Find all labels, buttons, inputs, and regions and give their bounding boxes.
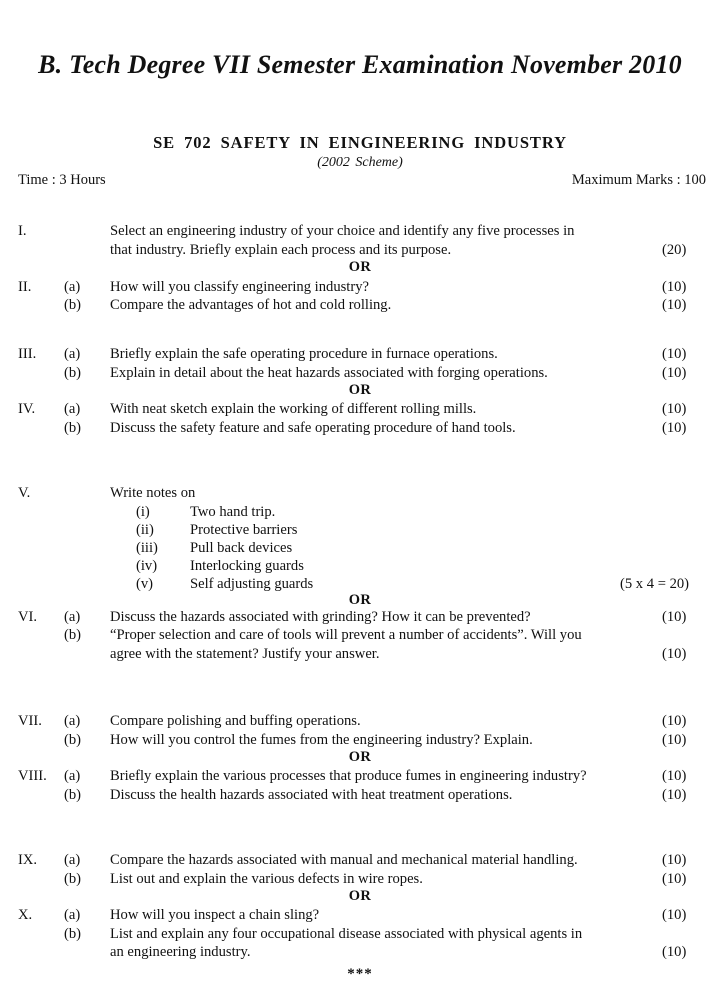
question-marks: (20) — [662, 242, 687, 258]
maximum-marks: Maximum Marks : 100 — [571, 172, 706, 188]
question-text-line: Discuss the hazards associated with grinding? How it can be prevented? — [110, 609, 531, 625]
question-marks: (10) — [662, 420, 687, 436]
question-sublabel: (b) — [64, 787, 82, 803]
list-item-label: Interlocking guards — [190, 558, 304, 574]
question-number: II. — [18, 279, 32, 295]
question-marks: (10) — [662, 609, 687, 625]
question-number: III. — [18, 346, 37, 362]
list-item-marker: (ii) — [136, 522, 154, 538]
subject-heading: SE 702 SAFETY IN EINGINEERING INDUSTRY — [153, 133, 567, 152]
question-sublabel: (b) — [64, 732, 82, 748]
question-marks: (10) — [662, 297, 687, 313]
question-text-line: List and explain any four occupational disease associated with physical agents in — [110, 926, 583, 942]
question-sublabel: (b) — [64, 365, 82, 381]
question-number: VII. — [18, 713, 42, 729]
question-text-line: How will you classify engineering industry? — [110, 279, 369, 295]
question-marks: (10) — [662, 907, 687, 923]
question-sublabel: (a) — [64, 907, 81, 923]
question-sublabel: (a) — [64, 279, 81, 295]
question-number: IX. — [18, 852, 38, 868]
question-number: IV. — [18, 401, 36, 417]
question-marks: (10) — [662, 401, 687, 417]
question-text-line: How will you inspect a chain sling? — [110, 907, 320, 923]
question-text-line: Select an engineering industry of your choice and identify any five processes in — [110, 223, 575, 239]
list-item-label: Self adjusting guards — [190, 576, 314, 592]
question-sublabel: (a) — [64, 768, 81, 784]
question-sublabel: (a) — [64, 609, 81, 625]
question-marks: (10) — [662, 713, 687, 729]
question-text-line: How will you control the fumes from the engineering industry? Explain. — [110, 732, 533, 748]
question-text-line: Compare polishing and buffing operations. — [110, 713, 361, 729]
question-sublabel: (a) — [64, 852, 81, 868]
question-sublabel: (b) — [64, 627, 82, 643]
list-item-marker: (v) — [136, 576, 154, 592]
list-item-marker: (i) — [136, 504, 150, 520]
question-marks: (10) — [662, 944, 687, 960]
question-marks: (5 x 4 = 20) — [620, 576, 690, 592]
question-marks: (10) — [662, 871, 687, 887]
list-item-label: Protective barriers — [190, 522, 298, 538]
question-text-line: Briefly explain the various processes that produce fumes in engineering industry? — [110, 768, 587, 784]
question-marks: (10) — [662, 787, 687, 803]
question-text-line: Compare the advantages of hot and cold rolling. — [110, 297, 392, 313]
question-sublabel: (b) — [64, 297, 82, 313]
question-marks: (10) — [662, 365, 687, 381]
question-text-line: “Proper selection and care of tools will prevent a number of accidents”. Will you — [110, 627, 582, 643]
question-text-line: Discuss the safety feature and safe operating procedure of hand tools. — [110, 420, 516, 436]
list-item-marker: (iii) — [136, 540, 158, 556]
question-sublabel: (a) — [64, 346, 81, 362]
question-number: V. — [18, 485, 31, 501]
question-marks: (10) — [662, 646, 687, 662]
question-sublabel: (b) — [64, 420, 82, 436]
question-text-line: Explain in detail about the heat hazards associated with forging operations. — [110, 365, 548, 381]
question-marks: (10) — [662, 768, 687, 784]
or-separator: OR — [348, 749, 372, 765]
question-sublabel: (a) — [64, 713, 81, 729]
list-item-label: Pull back devices — [190, 540, 293, 556]
question-text-line: an engineering industry. — [110, 944, 251, 960]
question-text-line: Discuss the health hazards associated with heat treatment operations. — [110, 787, 513, 803]
question-text-line: agree with the statement? Justify your answer. — [110, 646, 380, 662]
time-allowed: Time : 3 Hours — [18, 172, 106, 188]
or-separator: OR — [348, 592, 372, 608]
question-marks: (10) — [662, 346, 687, 362]
question-number: X. — [18, 907, 33, 923]
end-of-paper-marker: *** — [347, 966, 373, 982]
question-text-line: With neat sketch explain the working of different rolling mills. — [110, 401, 477, 417]
or-separator: OR — [348, 382, 372, 398]
list-item-marker: (iv) — [136, 558, 158, 574]
question-text-line: List out and explain the various defects in wire ropes. — [110, 871, 423, 887]
scheme-label: (2002 Scheme) — [317, 155, 403, 170]
or-separator: OR — [348, 888, 372, 904]
or-separator: OR — [348, 259, 372, 275]
question-sublabel: (a) — [64, 401, 81, 417]
question-marks: (10) — [662, 852, 687, 868]
question-text-line: Briefly explain the safe operating procedure in furnace operations. — [110, 346, 498, 362]
question-marks: (10) — [662, 732, 687, 748]
question-sublabel: (b) — [64, 871, 82, 887]
question-sublabel: (b) — [64, 926, 82, 942]
question-text-line: that industry. Briefly explain each process and its purpose. — [110, 242, 452, 258]
page-title: B. Tech Degree VII Semester Examination November 2010 — [38, 50, 682, 79]
question-number: VI. — [18, 609, 38, 625]
list-item-label: Two hand trip. — [190, 504, 276, 520]
question-text-line: Compare the hazards associated with manual and mechanical material handling. — [110, 852, 578, 868]
question-number: I. — [18, 223, 27, 239]
question-text-line: Write notes on — [110, 485, 196, 501]
question-number: VIII. — [18, 768, 47, 784]
question-marks: (10) — [662, 279, 687, 295]
